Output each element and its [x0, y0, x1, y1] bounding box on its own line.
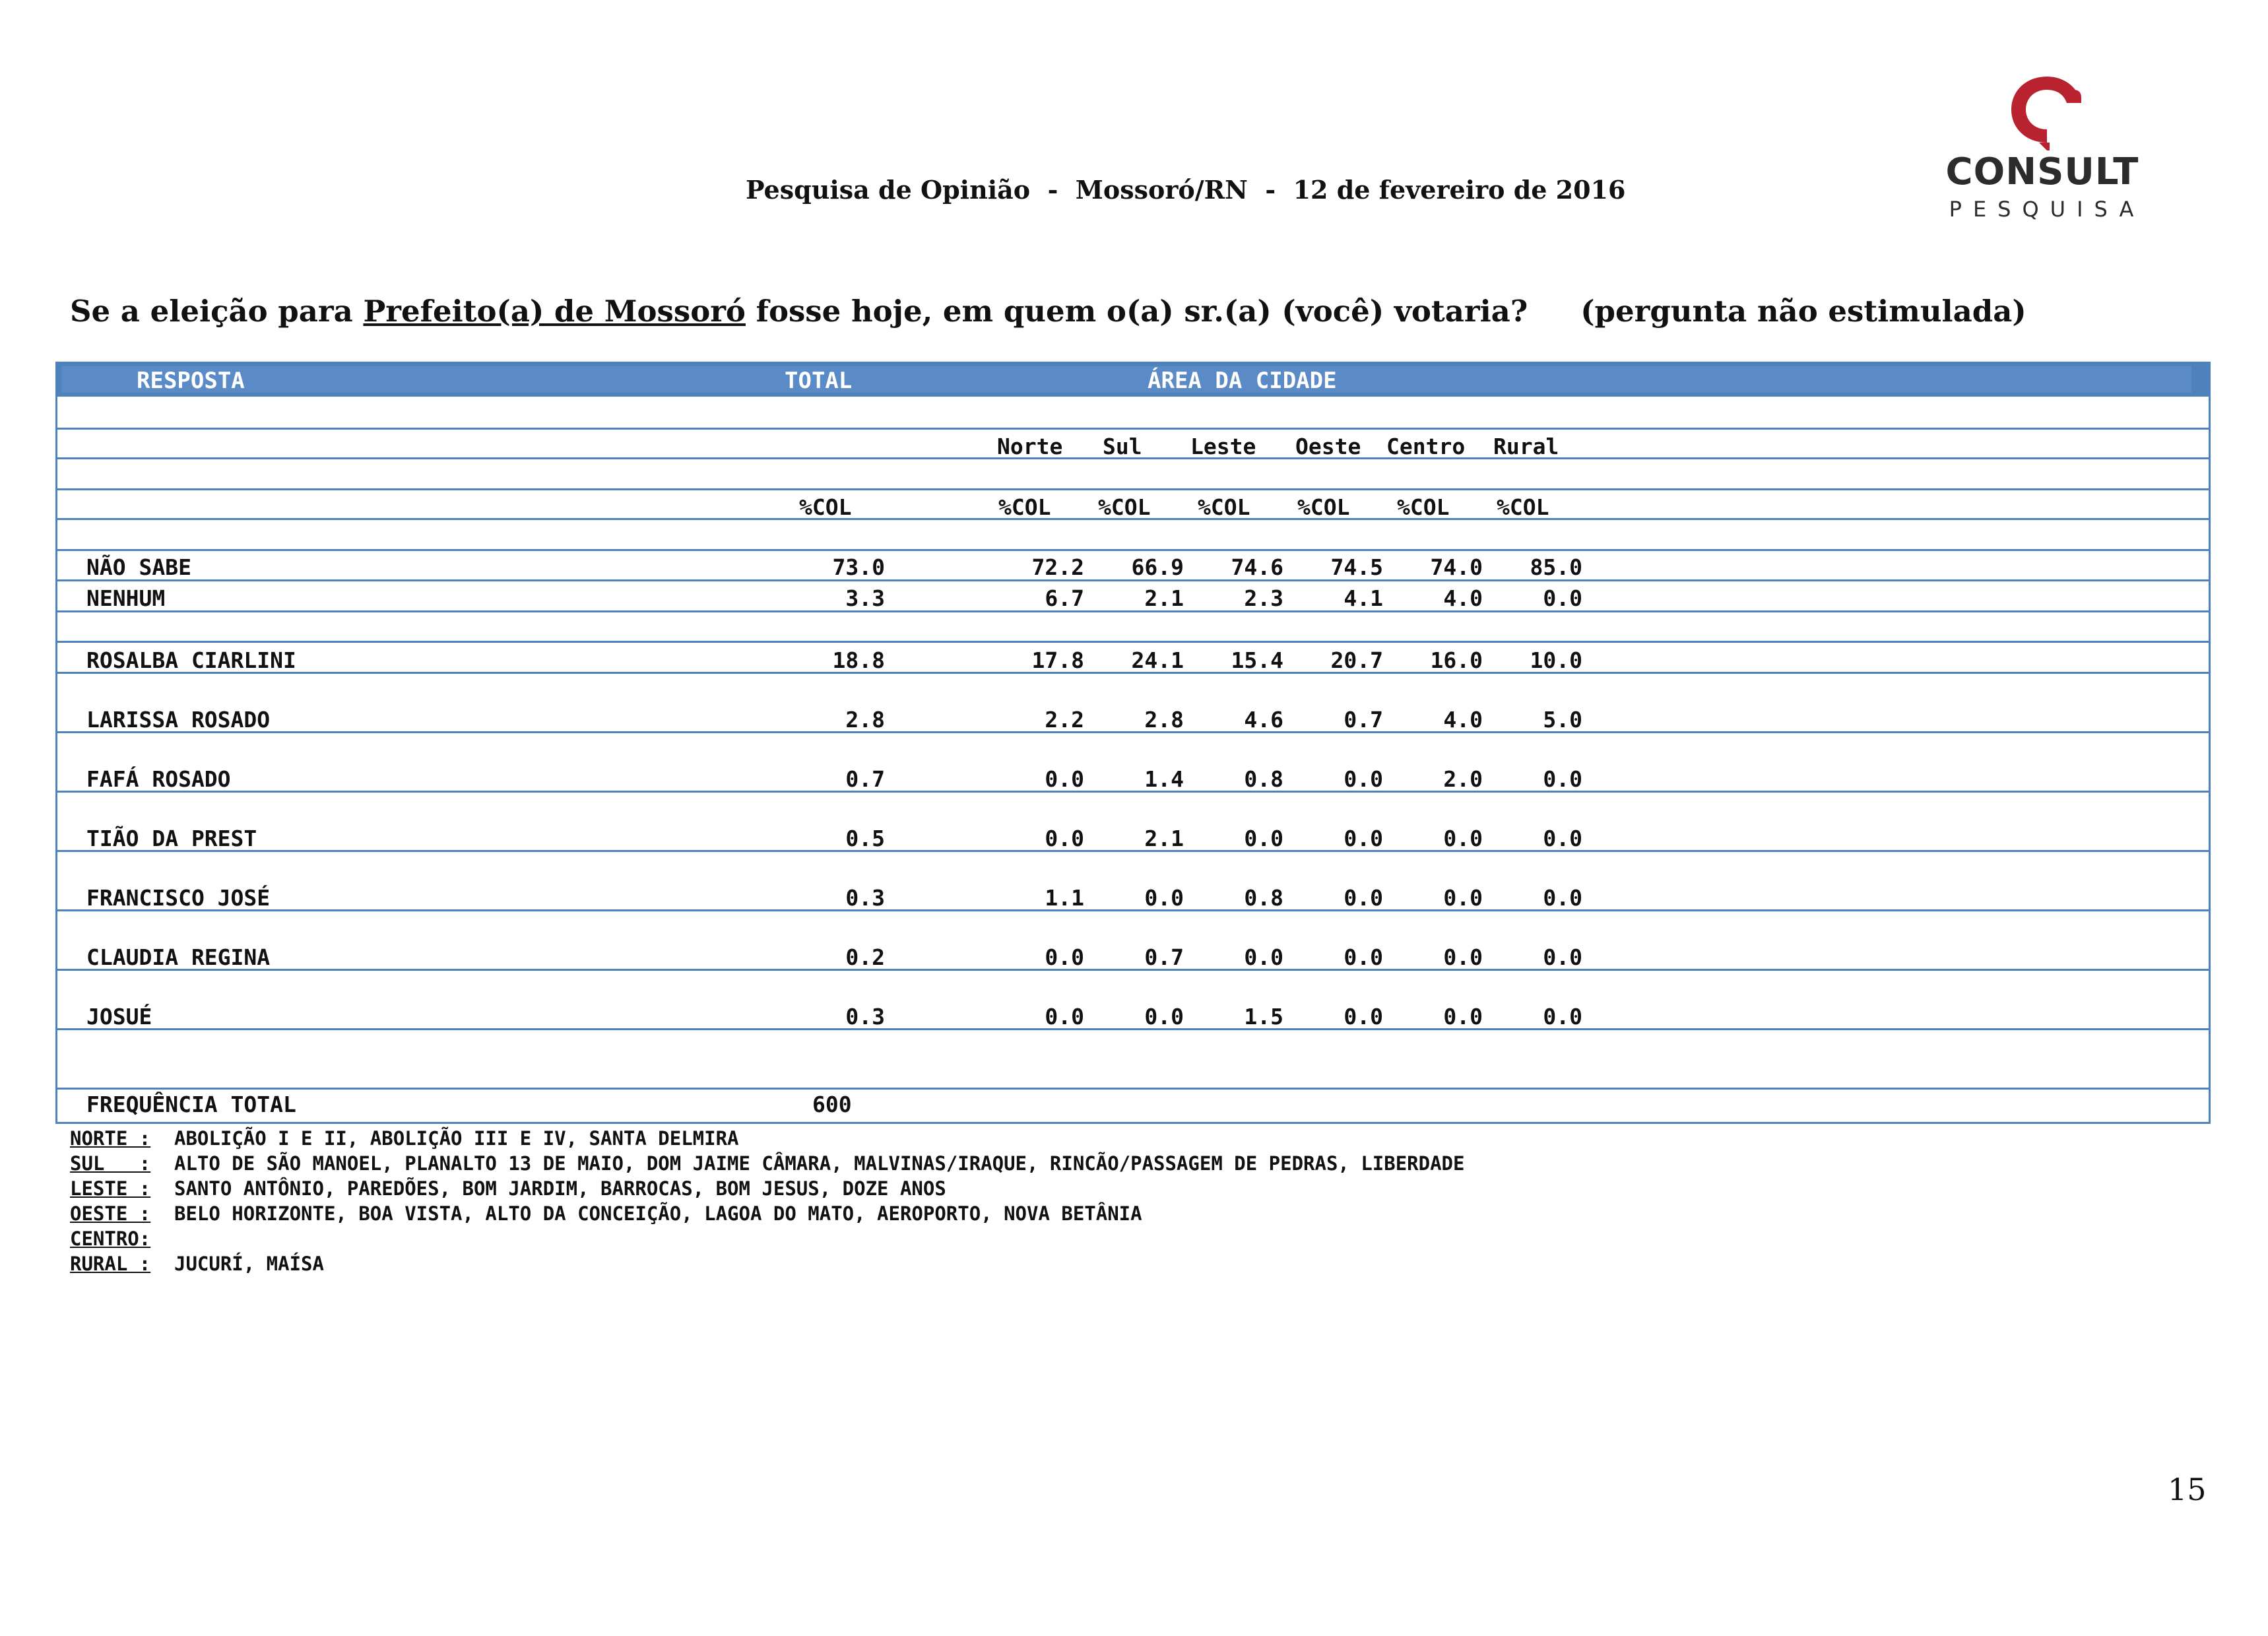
cell-sul: 0.7: [1144, 944, 1184, 970]
note-text: ALTO DE SÃO MANOEL, PLANALTO 13 DE MAIO, DOM JAIME CÂMARA, MALVINAS/IRAQUE, RINCÃO/PASSAGEM DE PEDRAS, LIBERDADE: [174, 1152, 1465, 1175]
cell-rural: 0.0: [1543, 826, 1582, 851]
page-number: 15: [2168, 1472, 2207, 1507]
cell-norte: 17.8: [1031, 647, 1084, 673]
area-legend-notes: [70, 1127, 1464, 1278]
question-suffix: fosse hoje, em quem o(a) sr.(a) (você) votaria?: [745, 294, 1528, 329]
area-norte: Norte: [997, 434, 1063, 459]
cell-total: 0.7: [845, 766, 885, 792]
cell-rural: 85.0: [1530, 554, 1582, 580]
area-centro: Centro: [1386, 434, 1466, 459]
col-label-leste: %COL: [1198, 494, 1250, 520]
row-label: LARISSA ROSADO: [86, 707, 271, 733]
area-leste: Leste: [1190, 434, 1256, 459]
cell-oeste: 0.7: [1344, 707, 1383, 733]
area-sul: Sul: [1103, 434, 1142, 459]
cell-norte: 72.2: [1031, 554, 1084, 580]
area-rural: Rural: [1493, 434, 1559, 459]
cell-rural: 0.0: [1543, 1004, 1582, 1030]
cell-total: 2.8: [845, 707, 885, 733]
table-header-bar: [57, 364, 2209, 397]
row-label: TIÃO DA PREST: [86, 826, 257, 851]
cell-oeste: 74.5: [1330, 554, 1383, 580]
row-label: NENHUM: [86, 585, 166, 611]
cell-total: 0.5: [845, 826, 885, 851]
cell-centro: 16.0: [1430, 647, 1483, 673]
note-text: JUCURÍ, MAÍSA: [174, 1253, 324, 1275]
cell-centro: 0.0: [1443, 826, 1483, 851]
header-resposta: RESPOSTA: [137, 368, 245, 394]
question-office: Prefeito(a) de Mossoró: [363, 294, 746, 329]
cell-rural: 0.0: [1543, 766, 1582, 792]
col-label-sul: %COL: [1098, 494, 1151, 520]
note-text: BELO HORIZONTE, BOA VISTA, ALTO DA CONCEIÇÃO, LAGOA DO MATO, AEROPORTO, NOVA BETÂNIA: [174, 1202, 1142, 1225]
row-label: JOSUÉ: [86, 1004, 152, 1030]
cell-leste: 2.3: [1244, 585, 1283, 611]
consult-logo-icon: [1933, 71, 2151, 150]
cell-sul: 2.1: [1144, 585, 1184, 611]
cell-norte: 0.0: [1045, 1004, 1084, 1030]
question-prefix: Se a eleição para: [70, 294, 364, 329]
note-key: SUL :: [70, 1152, 151, 1175]
area-oeste: Oeste: [1295, 434, 1361, 459]
cell-centro: 4.0: [1443, 585, 1483, 611]
cell-total: 18.8: [832, 647, 885, 673]
col-label-norte: %COL: [998, 494, 1051, 520]
cell-centro: 74.0: [1430, 554, 1483, 580]
header-area: ÁREA DA CIDADE: [1148, 368, 1337, 394]
cell-sul: 1.4: [1144, 766, 1184, 792]
note-key: NORTE :: [70, 1127, 151, 1150]
frequency-label: FREQUÊNCIA TOTAL: [86, 1092, 296, 1117]
cell-rural: 0.0: [1543, 585, 1582, 611]
logo-brand-name: CONSULT: [1945, 150, 2139, 193]
col-label-total: %COL: [799, 494, 852, 520]
note-row-rural: [70, 1253, 1464, 1278]
cell-leste: 1.5: [1244, 1004, 1283, 1030]
cell-oeste: 4.1: [1344, 585, 1383, 611]
cell-oeste: 0.0: [1344, 885, 1383, 911]
cell-norte: 0.0: [1045, 766, 1084, 792]
note-key: RURAL :: [70, 1253, 151, 1275]
note-row-oeste: [70, 1202, 1464, 1227]
cell-leste: 0.0: [1244, 826, 1283, 851]
cell-rural: 0.0: [1543, 885, 1582, 911]
cell-norte: 2.2: [1045, 707, 1084, 733]
cell-norte: 0.0: [1045, 826, 1084, 851]
logo-brand-subtitle: PESQUISA: [1949, 197, 2145, 222]
cell-sul: 2.8: [1144, 707, 1184, 733]
cell-total: 0.2: [845, 944, 885, 970]
row-label: FRANCISCO JOSÉ: [86, 885, 271, 911]
col-label-centro: %COL: [1397, 494, 1450, 520]
cell-leste: 0.8: [1244, 885, 1283, 911]
col-label-rural: %COL: [1497, 494, 1549, 520]
cell-norte: 0.0: [1045, 944, 1084, 970]
note-row-sul: [70, 1152, 1464, 1177]
header-total: TOTAL: [785, 368, 853, 394]
cell-total: 3.3: [845, 585, 885, 611]
row-label: FAFÁ ROSADO: [86, 766, 231, 792]
cell-total: 0.3: [845, 1004, 885, 1030]
cell-centro: 0.0: [1443, 1004, 1483, 1030]
cell-rural: 10.0: [1530, 647, 1582, 673]
cell-norte: 6.7: [1045, 585, 1084, 611]
cell-oeste: 0.0: [1344, 944, 1383, 970]
cell-leste: 4.6: [1244, 707, 1283, 733]
question-note: (pergunta não estimulada): [1580, 294, 2026, 329]
note-key: CENTRO:: [70, 1227, 151, 1250]
cell-total: 0.3: [845, 885, 885, 911]
cell-sul: 0.0: [1144, 885, 1184, 911]
cell-rural: 5.0: [1543, 707, 1582, 733]
cell-centro: 0.0: [1443, 944, 1483, 970]
cell-sul: 24.1: [1131, 647, 1184, 673]
cell-total: 73.0: [832, 554, 885, 580]
cell-leste: 0.0: [1244, 944, 1283, 970]
cell-oeste: 0.0: [1344, 826, 1383, 851]
cell-oeste: 0.0: [1344, 1004, 1383, 1030]
cell-centro: 2.0: [1443, 766, 1483, 792]
cell-leste: 15.4: [1231, 647, 1283, 673]
note-row-leste: [70, 1177, 1464, 1202]
row-label: CLAUDIA REGINA: [86, 944, 271, 970]
cell-sul: 2.1: [1144, 826, 1184, 851]
cell-oeste: 0.0: [1344, 766, 1383, 792]
note-text: SANTO ANTÔNIO, PAREDÕES, BOM JARDIM, BARROCAS, BOM JESUS, DOZE ANOS: [174, 1177, 946, 1200]
cell-oeste: 20.7: [1330, 647, 1383, 673]
cell-leste: 74.6: [1231, 554, 1283, 580]
frequency-value: 600: [812, 1092, 852, 1117]
results-table: [55, 362, 2211, 1124]
note-row-centro: [70, 1227, 1464, 1253]
page-header-title: Pesquisa de Opinião - Mossoró/RN - 12 de fevereiro de 2016: [746, 175, 1626, 205]
cell-centro: 0.0: [1443, 885, 1483, 911]
row-label: ROSALBA CIARLINI: [86, 647, 296, 673]
cell-sul: 0.0: [1144, 1004, 1184, 1030]
survey-question: [70, 294, 2026, 329]
consult-logo: [1933, 71, 2151, 223]
cell-leste: 0.8: [1244, 766, 1283, 792]
cell-rural: 0.0: [1543, 944, 1582, 970]
note-text: ABOLIÇÃO I E II, ABOLIÇÃO III E IV, SANTA DELMIRA: [174, 1127, 739, 1150]
note-key: LESTE :: [70, 1177, 151, 1200]
cell-centro: 4.0: [1443, 707, 1483, 733]
note-row-norte: [70, 1127, 1464, 1152]
col-label-oeste: %COL: [1297, 494, 1350, 520]
cell-sul: 66.9: [1131, 554, 1184, 580]
row-label: NÃO SABE: [86, 554, 191, 580]
note-key: OESTE :: [70, 1202, 151, 1225]
cell-norte: 1.1: [1045, 885, 1084, 911]
